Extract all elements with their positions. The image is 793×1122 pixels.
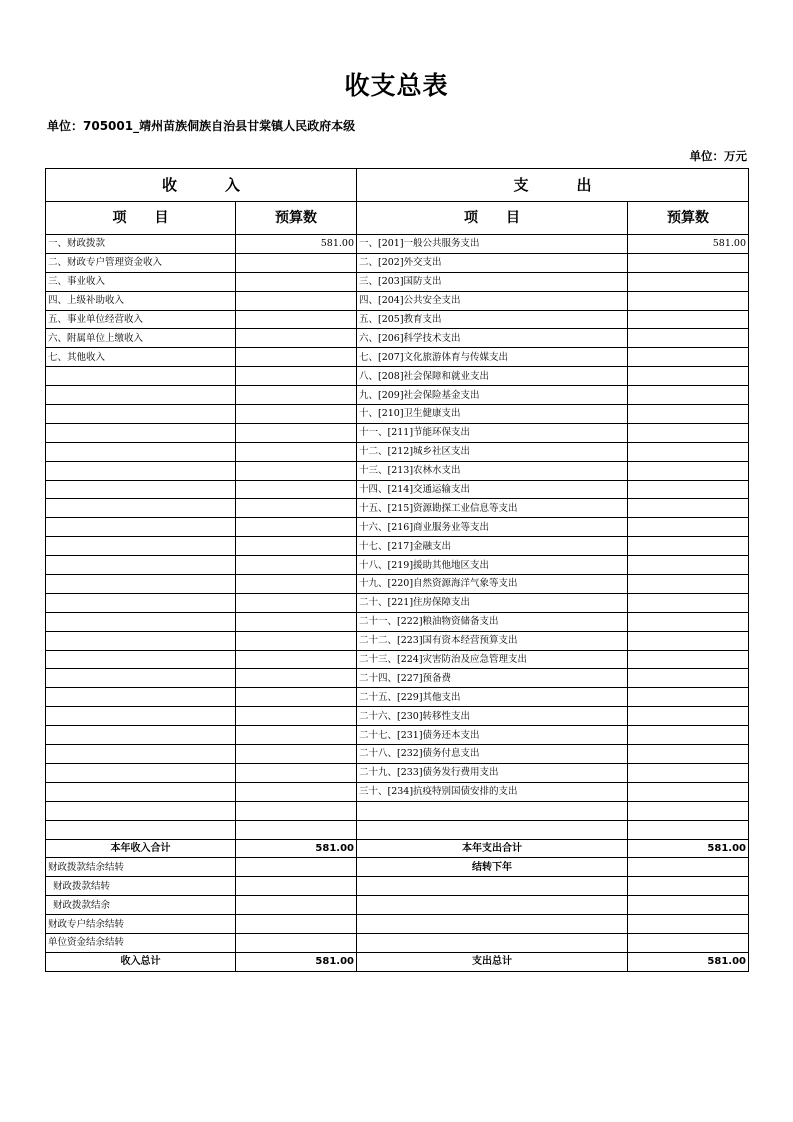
table-row: [46, 631, 749, 650]
income-value-cell: [236, 329, 357, 348]
section-header-row: [46, 169, 749, 202]
table-row: [46, 782, 749, 801]
income-value-cell: [236, 593, 357, 612]
carryover-expense-value-cell: [628, 933, 749, 952]
expense-value-cell: [628, 329, 749, 348]
carryover-row: [46, 877, 749, 896]
expense-value-cell: [628, 801, 749, 820]
expense-item-header: 项 目: [357, 202, 628, 235]
expense-value-cell: [628, 480, 749, 499]
income-value-cell: [236, 801, 357, 820]
income-total-label: 本年收入合计: [46, 839, 236, 858]
income-value-cell: [236, 537, 357, 556]
income-value-cell: [236, 518, 357, 537]
carryover-value-cell: [236, 933, 357, 952]
carryover-expense-value-cell: [628, 858, 749, 877]
income-section-header: [46, 169, 357, 202]
expense-item-cell: 二十九、[233]债务发行费用支出: [357, 763, 628, 782]
column-header-row: [46, 202, 749, 235]
table-row: [46, 650, 749, 669]
carryover-expense-cell: [357, 933, 628, 952]
page-title: 收支总表: [344, 71, 449, 100]
expense-item-cell: 七、[207]文化旅游体育与传媒支出: [357, 348, 628, 367]
expense-header-char1: 支: [513, 175, 529, 194]
income-value-cell: [236, 367, 357, 386]
income-value-cell: [236, 291, 357, 310]
expense-value-cell: [628, 556, 749, 575]
carryover-row: [46, 915, 749, 934]
table-row: [46, 593, 749, 612]
income-value-cell: [236, 310, 357, 329]
table-row: [46, 461, 749, 480]
carryover-item-cell: 财政专户结余结转: [46, 915, 236, 934]
income-value-cell: [236, 763, 357, 782]
expense-total-value: 581.00: [628, 839, 749, 858]
income-value-cell: [236, 405, 357, 424]
expense-item-cell: 十七、[217]金融支出: [357, 537, 628, 556]
income-value-cell: [236, 688, 357, 707]
income-value-cell: [236, 631, 357, 650]
income-item-cell: [46, 461, 236, 480]
expense-item-cell: 二十、[221]住房保障支出: [357, 593, 628, 612]
expense-header-char2: 出: [576, 175, 592, 194]
income-item-cell: [46, 405, 236, 424]
table-row: [46, 669, 749, 688]
expense-value-cell: [628, 612, 749, 631]
income-value-cell: [236, 480, 357, 499]
table-row: [46, 537, 749, 556]
income-item-cell: [46, 423, 236, 442]
carryover-expense-value-cell: [628, 896, 749, 915]
carryover-item-cell: 财政拨款结余: [46, 896, 236, 915]
table-row: [46, 688, 749, 707]
carryover-item-cell: 财政拨款结余结转: [46, 858, 236, 877]
carryover-row: [46, 933, 749, 952]
expense-value-cell: [628, 272, 749, 291]
expense-item-cell: 二十一、[222]粮油物资储备支出: [357, 612, 628, 631]
expense-grand-total-value: 581.00: [628, 952, 749, 971]
carryover-expense-cell: [357, 896, 628, 915]
carryover-expense-value-cell: [628, 877, 749, 896]
expense-item-cell: 二十五、[229]其他支出: [357, 688, 628, 707]
income-item-cell: [46, 480, 236, 499]
income-total-value: 581.00: [236, 839, 357, 858]
expense-value-cell: [628, 499, 749, 518]
expense-item-cell: 十九、[220]自然资源海洋气象等支出: [357, 575, 628, 594]
expense-item-cell: 十三、[213]农林水支出: [357, 461, 628, 480]
income-item-cell: [46, 707, 236, 726]
expense-budget-header: 预算数: [628, 202, 749, 235]
table-row: [46, 291, 749, 310]
income-item-cell: [46, 593, 236, 612]
carryover-expense-value-cell: [628, 915, 749, 934]
expense-value-cell: [628, 593, 749, 612]
expense-item-cell: 二十八、[232]债务付息支出: [357, 745, 628, 764]
carryover-expense-cell: 结转下年: [357, 858, 628, 877]
table-row: [46, 518, 749, 537]
income-item-cell: [46, 726, 236, 745]
table-row: [46, 499, 749, 518]
expense-item-cell: [357, 820, 628, 839]
expense-value-cell: [628, 461, 749, 480]
expense-value-cell: [628, 291, 749, 310]
expense-value-cell: [628, 405, 749, 424]
income-item-cell: 四、上级补助收入: [46, 291, 236, 310]
expense-value-cell: [628, 763, 749, 782]
income-item-cell: [46, 669, 236, 688]
income-item-cell: [46, 631, 236, 650]
expense-value-cell: [628, 745, 749, 764]
table-row: [46, 329, 749, 348]
income-value-cell: [236, 461, 357, 480]
expense-value-cell: 581.00: [628, 235, 749, 254]
expense-item-cell: 十八、[219]援助其他地区支出: [357, 556, 628, 575]
income-item-cell: [46, 537, 236, 556]
table-row: [46, 442, 749, 461]
income-value-cell: [236, 745, 357, 764]
table-row: [46, 726, 749, 745]
income-item-cell: [46, 801, 236, 820]
income-item-cell: [46, 367, 236, 386]
income-value-cell: [236, 726, 357, 745]
expense-value-cell: [628, 537, 749, 556]
income-item-cell: 七、其他收入: [46, 348, 236, 367]
table-row: [46, 612, 749, 631]
table-row: [46, 235, 749, 254]
expense-value-cell: [628, 386, 749, 405]
table-row: [46, 556, 749, 575]
income-item-cell: [46, 763, 236, 782]
expense-item-cell: 二十四、[227]预备费: [357, 669, 628, 688]
expense-value-cell: [628, 631, 749, 650]
income-item-cell: [46, 688, 236, 707]
table-row: [46, 405, 749, 424]
expense-value-cell: [628, 348, 749, 367]
expense-value-cell: [628, 423, 749, 442]
currency-unit-label: 单位：万元: [689, 149, 747, 163]
expense-value-cell: [628, 310, 749, 329]
income-value-cell: 581.00: [236, 235, 357, 254]
income-item-cell: [46, 745, 236, 764]
income-value-cell: [236, 499, 357, 518]
expense-item-cell: 二十六、[230]转移性支出: [357, 707, 628, 726]
expense-item-cell: 二十七、[231]债务还本支出: [357, 726, 628, 745]
expense-item-cell: 十五、[215]资源勘探工业信息等支出: [357, 499, 628, 518]
expense-value-cell: [628, 253, 749, 272]
carryover-row: [46, 896, 749, 915]
expense-item-cell: 十六、[216]商业服务业等支出: [357, 518, 628, 537]
expense-value-cell: [628, 518, 749, 537]
carryover-item-cell: 财政拨款结转: [46, 877, 236, 896]
expense-value-cell: [628, 726, 749, 745]
income-item-cell: [46, 612, 236, 631]
carryover-value-cell: [236, 915, 357, 934]
income-value-cell: [236, 782, 357, 801]
carryover-value-cell: [236, 896, 357, 915]
expense-item-cell: 二、[202]外交支出: [357, 253, 628, 272]
income-value-cell: [236, 272, 357, 291]
expense-value-cell: [628, 820, 749, 839]
income-item-cell: 二、财政专户管理资金收入: [46, 253, 236, 272]
table-row: [46, 745, 749, 764]
expense-item-cell: 三、[203]国防支出: [357, 272, 628, 291]
carryover-expense-cell: [357, 877, 628, 896]
expense-item-cell: 一、[201]一般公共服务支出: [357, 235, 628, 254]
income-item-cell: 五、事业单位经营收入: [46, 310, 236, 329]
income-item-cell: [46, 650, 236, 669]
table-row: [46, 272, 749, 291]
expense-value-cell: [628, 707, 749, 726]
budget-table: [45, 168, 748, 972]
expense-item-cell: 十一、[211]节能环保支出: [357, 423, 628, 442]
income-value-cell: [236, 348, 357, 367]
income-item-cell: 三、事业收入: [46, 272, 236, 291]
expense-item-cell: 二十二、[223]国有资本经营预算支出: [357, 631, 628, 650]
income-value-cell: [236, 820, 357, 839]
carryover-value-cell: [236, 858, 357, 877]
table-row: [46, 763, 749, 782]
expense-item-cell: 五、[205]教育支出: [357, 310, 628, 329]
expense-value-cell: [628, 688, 749, 707]
expense-total-label: 本年支出合计: [357, 839, 628, 858]
expense-item-cell: [357, 801, 628, 820]
table-row: [46, 367, 749, 386]
income-grand-total-value: 581.00: [236, 952, 357, 971]
income-item-cell: [46, 518, 236, 537]
expense-grand-total-label: 支出总计: [357, 952, 628, 971]
carryover-item-cell: 单位资金结余结转: [46, 933, 236, 952]
income-value-cell: [236, 386, 357, 405]
table-row: [46, 423, 749, 442]
expense-item-cell: 三十、[234]抗疫特别国债安排的支出: [357, 782, 628, 801]
income-value-cell: [236, 253, 357, 272]
expense-item-cell: 十二、[212]城乡社区支出: [357, 442, 628, 461]
income-header-char2: 入: [225, 175, 241, 194]
table-row: [46, 310, 749, 329]
table-row: [46, 253, 749, 272]
table-row: [46, 575, 749, 594]
income-value-cell: [236, 612, 357, 631]
income-item-cell: [46, 575, 236, 594]
expense-item-cell: 九、[209]社会保险基金支出: [357, 386, 628, 405]
expense-value-cell: [628, 650, 749, 669]
income-item-cell: 一、财政拨款: [46, 235, 236, 254]
grand-total-row: [46, 952, 749, 971]
income-value-cell: [236, 650, 357, 669]
income-item-cell: [46, 499, 236, 518]
expense-item-cell: 四、[204]公共安全支出: [357, 291, 628, 310]
income-item-cell: [46, 442, 236, 461]
income-value-cell: [236, 423, 357, 442]
expense-item-cell: 二十三、[224]灾害防治及应急管理支出: [357, 650, 628, 669]
income-grand-total-label: 收入总计: [46, 952, 236, 971]
income-item-cell: [46, 820, 236, 839]
expense-section-header: [357, 169, 749, 202]
expense-value-cell: [628, 367, 749, 386]
income-header-char1: 收: [161, 175, 177, 194]
income-value-cell: [236, 707, 357, 726]
income-item-cell: [46, 782, 236, 801]
carryover-expense-cell: [357, 915, 628, 934]
expense-value-cell: [628, 669, 749, 688]
income-value-cell: [236, 556, 357, 575]
carryover-value-cell: [236, 877, 357, 896]
total-row: [46, 839, 749, 858]
expense-item-cell: 六、[206]科学技术支出: [357, 329, 628, 348]
income-budget-header: 预算数: [236, 202, 357, 235]
unit-label: 单位：705001_靖州苗族侗族自治县甘棠镇人民政府本级: [47, 119, 356, 133]
table-row: [46, 820, 749, 839]
carryover-row: [46, 858, 749, 877]
table-row: [46, 707, 749, 726]
table-row: [46, 801, 749, 820]
expense-value-cell: [628, 442, 749, 461]
income-item-header: 项 目: [46, 202, 236, 235]
expense-item-cell: 十、[210]卫生健康支出: [357, 405, 628, 424]
expense-item-cell: 八、[208]社会保障和就业支出: [357, 367, 628, 386]
table-row: [46, 386, 749, 405]
table-row: [46, 480, 749, 499]
income-item-cell: [46, 386, 236, 405]
expense-value-cell: [628, 782, 749, 801]
income-item-cell: [46, 556, 236, 575]
income-value-cell: [236, 442, 357, 461]
income-value-cell: [236, 575, 357, 594]
income-item-cell: 六、附属单位上缴收入: [46, 329, 236, 348]
table-row: [46, 348, 749, 367]
income-value-cell: [236, 669, 357, 688]
expense-value-cell: [628, 575, 749, 594]
expense-item-cell: 十四、[214]交通运输支出: [357, 480, 628, 499]
